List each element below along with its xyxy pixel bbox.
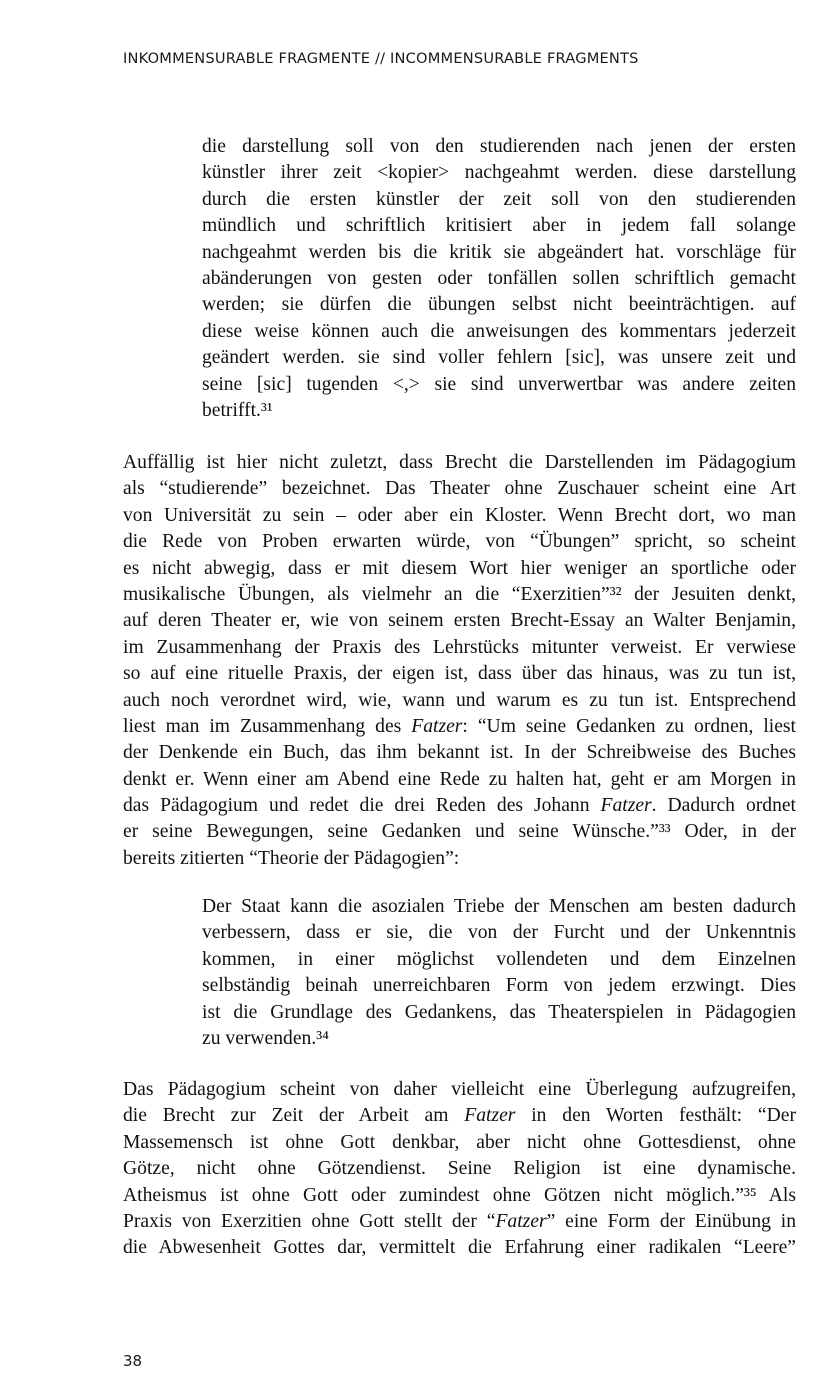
text-line: bereits zitierten “Theorie der Pädagogien”: <box>123 847 460 869</box>
text-line: Auffällig ist hier nicht zuletzt, dass Brecht die Darstellenden im Pädagogium <box>123 452 796 473</box>
text-line: denkt er. Wenn einer am Abend eine Rede zu halten hat, geht er am Morgen in <box>123 768 796 790</box>
text-line: Massemensch ist ohne Gott denkbar, aber nicht ohne Gottesdienst, ohne <box>123 1131 796 1153</box>
text-line: künstler ihrer zeit <kopier> nachgeahmt werden. diese darstellung <box>202 162 796 184</box>
text-line: die Rede von Proben erwarten würde, von “Übungen” spricht, so scheint <box>123 531 796 553</box>
text-line: es nicht abwegig, dass er mit diesem Wort hier weniger an sportliche oder <box>123 557 796 579</box>
text-line: als “studierende” bezeichnet. Das Theater ohne Zuschauer scheint eine Art <box>123 478 796 500</box>
text-line: die darstellung soll von den studierenden nach jenen der ersten <box>202 136 796 157</box>
text-line: durch die ersten künstler der zeit soll von den studierenden <box>202 188 796 210</box>
text-line: das Pädagogium und redet die drei Reden des Johann Fatzer. Dadurch ordnet <box>123 795 797 817</box>
text-line: mündlich und schriftlich kritisiert aber in jedem fall solange <box>202 215 796 237</box>
text-line: von Universität zu sein – oder aber ein Kloster. Wenn Brecht dort, wo man <box>123 504 796 526</box>
block-quote-2 <box>202 894 796 1052</box>
text-line: geändert werden. sie sind voller fehlern [sic], was unsere zeit und <box>202 347 796 369</box>
text-line: liest man im Zusammenhang des Fatzer: “Um seine Gedanken zu ordnen, liest <box>123 715 796 737</box>
running-head <box>123 50 639 67</box>
text-line: verbessern, dass er sie, die von der Furcht und der Unkenntnis <box>202 922 796 944</box>
text-line: betrifft.³¹ <box>202 399 273 421</box>
text-line: selbständig beinah unerreichbaren Form von jedem erzwingt. Dies <box>202 975 796 997</box>
text-line: im Zusammenhang der Praxis des Lehrstücks mitunter verweist. Er verwiese <box>123 636 796 658</box>
italic-title: Fatzer <box>495 1210 547 1232</box>
text-line: so auf eine rituelle Praxis, der eigen ist, dass über das hinaus, was zu tun ist, <box>123 663 796 685</box>
text-line: Atheismus ist ohne Gott oder zumindest ohne Götzen nicht möglich.”³⁵ Als <box>123 1184 796 1206</box>
text-line: werden; sie dürfen die übungen selbst nicht beeinträchtigen. auf <box>202 294 796 316</box>
text-line: seine [sic] tugenden <,> sie sind unverwertbar was andere zeiten <box>202 373 796 395</box>
text-line: Praxis von Exerzitien ohne Gott stellt der “Fatzer” eine Form der Einübung in <box>123 1210 796 1232</box>
text-line: Der Staat kann die asozialen Triebe der Menschen am besten dadurch <box>202 896 796 917</box>
text-line: die Abwesenheit Gottes dar, vermittelt die Erfahrung einer radikalen “Leere” <box>123 1237 796 1259</box>
text-line: auch noch verordnet wird, wie, wann und warum es zu tun ist. Entsprechend <box>123 689 796 711</box>
block-quote-1 <box>202 134 796 424</box>
text-line: nachgeahmt werden bis die kritik sie abgeändert hat. vorschläge für <box>202 241 796 263</box>
text-line: diese weise können auch die anweisungen des kommentars jederzeit <box>202 320 796 342</box>
text-line: auf deren Theater er, wie von seinem ersten Brecht-Essay an Walter Benjamin, <box>123 610 796 632</box>
text-line: Götze, nicht ohne Götzendienst. Seine Religion ist eine dynamische. <box>123 1158 796 1180</box>
italic-title: Fatzer <box>464 1105 516 1127</box>
running-head-german: INKOMMENSURABLE FRAGMENTE <box>123 50 371 67</box>
text-line: die Brecht zur Zeit der Arbeit am Fatzer in den Worten festhält: “Der <box>123 1105 796 1127</box>
text-line: Das Pädagogium scheint von daher vielleicht eine Überlegung aufzugreifen, <box>123 1079 796 1100</box>
italic-title: Fatzer <box>600 795 652 817</box>
body-paragraph-1 <box>123 450 796 872</box>
text-line: der Denkende ein Buch, das ihm bekannt ist. In der Schreibweise des Buches <box>123 742 796 764</box>
text-line: kommen, in einer möglichst vollendeten und dem Einzelnen <box>202 948 796 970</box>
text-line: er seine Bewegungen, seine Gedanken und seine Wünsche.”³³ Oder, in der <box>123 821 796 843</box>
body-paragraph-2 <box>123 1077 796 1262</box>
text-line: abänderungen von gesten oder tonfällen sollen schriftlich gemacht <box>202 267 796 289</box>
italic-title: Fatzer <box>411 715 463 737</box>
text-line: musikalische Übungen, als vielmehr an die “Exerzitien”³² der Jesuiten denkt, <box>123 583 796 605</box>
text-line: zu verwenden.³⁴ <box>202 1027 329 1049</box>
running-head-english: INCOMMENSURABLE FRAGMENTS <box>390 50 639 67</box>
page-number: 38 <box>123 1352 143 1370</box>
text-line: ist die Grundlage des Gedankens, das Theaterspielen in Pädagogien <box>202 1001 796 1023</box>
running-head-separator: // <box>374 50 386 67</box>
